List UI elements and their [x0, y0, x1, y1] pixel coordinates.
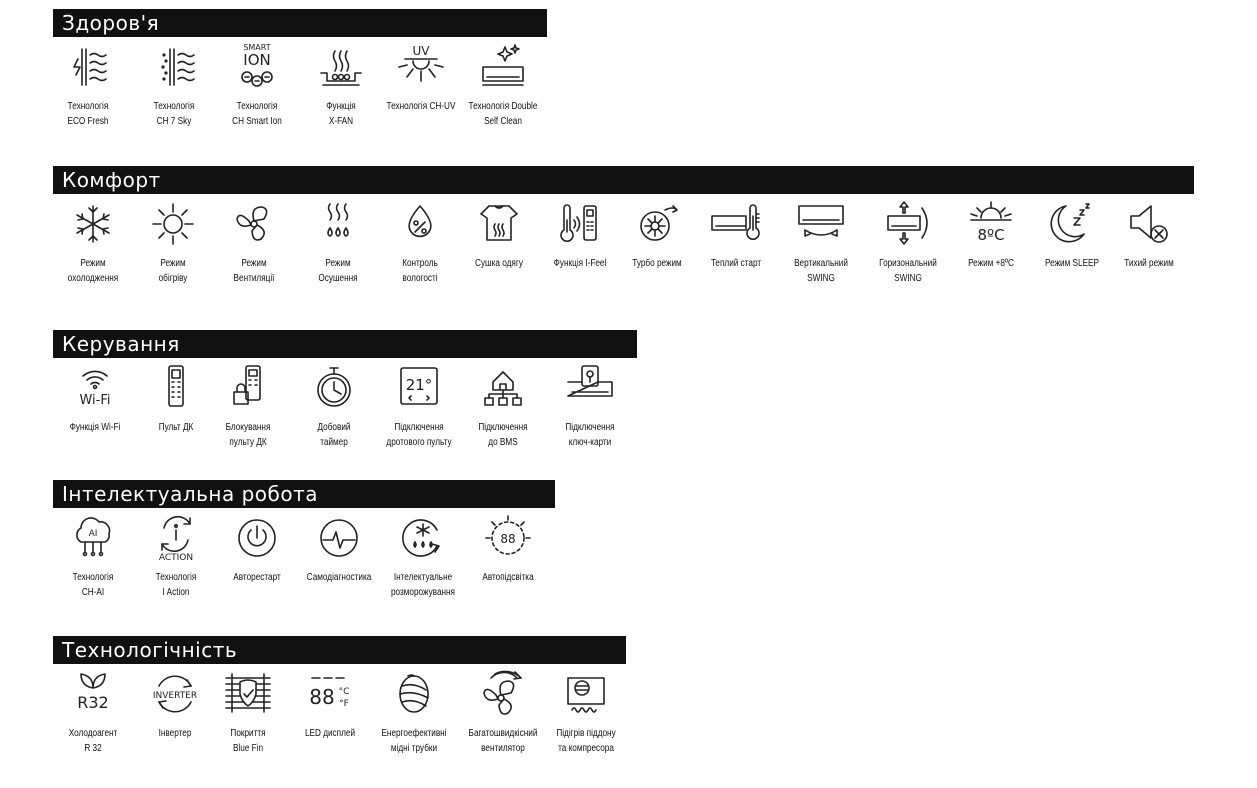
feature-timer	[294, 362, 374, 450]
feature-copper-pipes	[374, 668, 454, 756]
feature-label: Вертикальний SWING	[794, 258, 848, 284]
svg-text:R32: R32	[77, 693, 109, 712]
feature-dry	[298, 198, 378, 286]
feature-humidity	[380, 198, 460, 286]
remote-lock-icon	[220, 362, 276, 414]
blue-fin-icon	[220, 668, 276, 720]
feature-wifi	[55, 362, 135, 435]
feature-inverter	[135, 668, 215, 741]
snowflake-icon	[65, 198, 121, 250]
feature-ch7-sky	[134, 41, 214, 129]
feature-label: Підключення до BMS	[478, 422, 528, 448]
svg-text:88: 88	[309, 685, 335, 709]
feature-label: Функція X-FAN	[326, 101, 356, 127]
feature-label: LED дисплей	[304, 728, 356, 739]
section-title-intelligent: Інтелектуальна робота	[53, 480, 555, 508]
feature-label: Функція I-Feel	[553, 258, 607, 269]
led-display-icon	[302, 668, 358, 720]
feature-plus8	[951, 198, 1031, 271]
copper-pipes-icon	[386, 668, 442, 720]
quiet-icon	[1121, 198, 1177, 250]
svg-text:AI: AI	[88, 529, 98, 539]
feature-heating	[133, 198, 213, 286]
feature-label: Режим Вентиляції	[233, 258, 275, 284]
feature-label: Контроль вологості	[402, 258, 438, 284]
feature-label: Технологія CH-AI	[72, 572, 114, 598]
feature-auto-backlight	[468, 512, 548, 585]
feature-label: Добовий таймер	[317, 422, 351, 448]
svg-text:8ºC: 8ºC	[977, 226, 1005, 244]
feature-label: Інтелектуальне розморожування	[390, 572, 456, 598]
svg-text:UV: UV	[412, 44, 430, 58]
section-title-comfort: Комфорт	[53, 166, 1194, 194]
feature-label: Технологія CH-UV	[386, 101, 456, 112]
feature-quiet	[1109, 198, 1189, 271]
feature-label: Турбо режим	[632, 258, 682, 269]
feature-label: Сушка одягу	[475, 258, 523, 269]
svg-text:INVERTER: INVERTER	[152, 691, 198, 701]
wired-remote-icon	[391, 362, 447, 414]
feature-label: Підключення дротового пульту	[386, 422, 452, 448]
feature-label: Автопідсвітка	[482, 572, 534, 583]
feature-clothes-dry	[459, 198, 539, 271]
feature-label: Технологія I Action	[155, 572, 197, 598]
feature-multi-speed-fan	[463, 668, 543, 756]
feature-led-display	[290, 668, 370, 741]
feature-defrost	[383, 512, 463, 600]
feature-label: Технологія CH Smart Ion	[232, 101, 282, 127]
feature-ch-ai	[53, 512, 133, 600]
feature-label: Пульт ДК	[158, 422, 194, 433]
uv-icon	[393, 41, 449, 93]
feature-remote	[136, 362, 216, 435]
svg-text:88: 88	[500, 532, 516, 546]
svg-text:SMART: SMART	[243, 43, 271, 52]
svg-text:°C: °C	[338, 687, 350, 697]
svg-text:Wi-Fi: Wi-Fi	[79, 393, 111, 408]
feature-cooling	[53, 198, 133, 286]
svg-text:21°: 21°	[405, 376, 433, 394]
feature-label: Режим SLEEP	[1044, 258, 1099, 269]
section-title-control: Керування	[53, 330, 637, 358]
feature-label: Підігрів піддону та компресора	[556, 728, 616, 754]
feature-vertical-swing	[781, 198, 861, 286]
feature-label: Теплий старт	[710, 258, 762, 269]
feature-label: Технологія ECO Fresh	[67, 101, 109, 127]
feature-label: Тихий режим	[1124, 258, 1174, 269]
feature-ch-uv	[381, 41, 461, 114]
defrost-icon	[395, 512, 451, 564]
self-diagnosis-icon	[311, 512, 367, 564]
remote-icon	[148, 362, 204, 414]
feature-eco-fresh	[48, 41, 128, 129]
feature-label: Авторестарт	[233, 572, 281, 583]
sun-icon	[145, 198, 201, 250]
sky-icon	[146, 41, 202, 93]
feature-label: Самодіагностика	[306, 572, 372, 583]
feature-x-fan	[301, 41, 381, 129]
feature-label: Багатошвидкісний вентилятор	[468, 728, 538, 754]
inverter-icon	[147, 668, 203, 720]
feature-sleep	[1032, 198, 1112, 271]
feature-label: Режим охолодження	[67, 258, 119, 284]
feature-label: Технологія Double Self Clean	[468, 101, 538, 127]
feature-label: Функція Wi-Fi	[69, 422, 121, 433]
feature-ventilation	[214, 198, 294, 286]
i-action-icon	[148, 512, 204, 564]
humidity-icon	[392, 198, 448, 250]
feature-bms	[463, 362, 543, 450]
feature-label: Підключення ключ-карти	[565, 422, 615, 448]
feature-smart-ion	[217, 41, 297, 129]
auto-backlight-icon	[480, 512, 536, 564]
svg-text:ACTION: ACTION	[158, 553, 194, 563]
dry-icon	[310, 198, 366, 250]
feature-auto-restart	[217, 512, 297, 585]
svg-text:ION: ION	[243, 51, 271, 69]
smart-ion-icon	[229, 41, 285, 93]
key-card-icon	[562, 362, 618, 414]
feature-self-clean	[463, 41, 543, 129]
feature-self-diagnosis	[299, 512, 379, 585]
feature-turbo	[617, 198, 697, 271]
turbo-icon	[629, 198, 685, 250]
feature-label: Режим обігріву	[158, 258, 188, 284]
feature-label: Інвертер	[158, 728, 192, 739]
feature-label: Горизональний SWING	[879, 258, 937, 284]
section-title-technology: Технологічність	[53, 636, 626, 664]
feature-blue-fin	[208, 668, 288, 756]
feature-tray-heater	[546, 668, 626, 756]
feature-key-card	[550, 362, 630, 450]
feature-i-feel	[540, 198, 620, 271]
timer-icon	[306, 362, 362, 414]
vertical-swing-icon	[793, 198, 849, 250]
tray-heater-icon	[558, 668, 614, 720]
feature-warm-start	[696, 198, 776, 271]
auto-restart-icon	[229, 512, 285, 564]
x-fan-icon	[313, 41, 369, 93]
feature-label: Режим Осушення	[318, 258, 358, 284]
feature-label: Блокування пульту ДК	[225, 422, 271, 448]
self-clean-icon	[475, 41, 531, 93]
feature-r32	[53, 668, 133, 756]
feature-i-action	[136, 512, 216, 600]
fan-icon	[226, 198, 282, 250]
ai-icon	[65, 512, 121, 564]
eco-fresh-icon	[60, 41, 116, 93]
wifi-icon	[67, 362, 123, 414]
feature-label: Технологія CH 7 Sky	[153, 101, 195, 127]
feature-horizontal-swing	[868, 198, 948, 286]
shirt-icon	[471, 198, 527, 250]
feature-wired-remote	[379, 362, 459, 450]
feature-label: Холодоагент R 32	[68, 728, 118, 754]
horizontal-swing-icon	[880, 198, 936, 250]
section-title-health: Здоров'я	[53, 9, 547, 37]
feature-label: Енергоефективні мідні трубки	[381, 728, 447, 754]
bms-icon	[475, 362, 531, 414]
svg-text:°F: °F	[339, 699, 349, 709]
r32-icon	[65, 668, 121, 720]
i-feel-icon	[552, 198, 608, 250]
plus8-icon	[963, 198, 1019, 250]
sleep-icon	[1044, 198, 1100, 250]
feature-label: Покриття Blue Fin	[230, 728, 266, 754]
multi-speed-fan-icon	[475, 668, 531, 720]
feature-remote-lock	[208, 362, 288, 450]
feature-label: Режим +8ºC	[968, 258, 1014, 269]
warm-start-icon	[708, 198, 764, 250]
